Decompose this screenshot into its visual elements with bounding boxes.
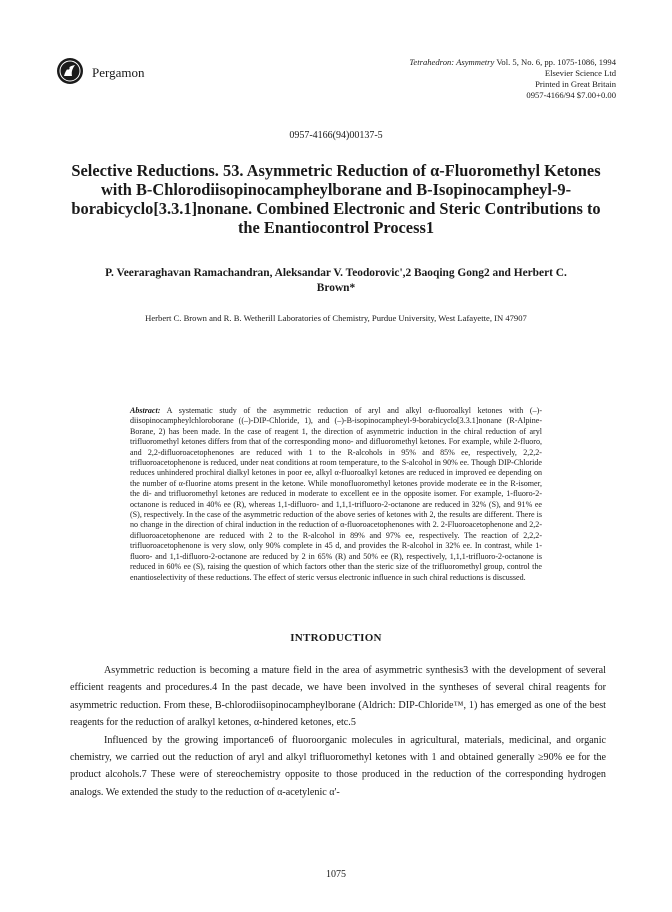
abstract-label: Abstract: [130, 406, 161, 415]
page-number: 1075 [326, 869, 346, 880]
issn-price: 0957-4166/94 $7.00+0.00 [526, 90, 616, 100]
article-identifier: 0957-4166(94)00137-5 [289, 130, 383, 141]
article-title: Selective Reductions. 53. Asymmetric Reduction of α-Fluoromethyl Ketones with B-Chlorodiisopinocampheylborane and B-Isopinocampheyl-9-borabicyclo[3.3.1]nonane. Combined Electronic and Steric Contributions to the Enantiocontrol Process1 [71, 161, 601, 237]
journal-citation: Vol. 5, No. 6, pp. 1075-1086, 1994 [494, 57, 616, 67]
printed-line: Printed in Great Britain [535, 79, 616, 89]
copyright-line: Elsevier Science Ltd [544, 68, 616, 78]
body-text [70, 662, 606, 801]
author-list: P. Veeraraghavan Ramachandran, Aleksandar V. Teodorovic',2 Baoqing Gong2 and Herbert C. Brown* [105, 267, 567, 294]
paragraph: Influenced by the growing importance6 of fluoroorganic molecules in agricultural, materials, medicinal, and organic chemistry, we carried out the reduction of aryl and alkyl trifluoromethyl ketones with 1 and obtained generally ≥90% ee for the product alcohols.7 These were of stereochemistry opposite to those produced in the reduction of the corresponding hydrogen analogs. We extended the study to the reduction of α-acetylenic α'- [70, 734, 606, 798]
section-heading: INTRODUCTION [290, 632, 382, 644]
journal-info [316, 57, 616, 101]
abstract-text: A systematic study of the asymmetric reduction of aryl and alkyl α-fluoroalkyl ketones with (–)-diisopinocampheylchloroborane ((–)-DIP-Chloride, 1), and (–)-B-isopinocampheyl-9-borabicyclo[3.3.1]nonane (R-Alpine-Borane, 2) has been made. In the case of reagent 1, the direction of asymmetric induction in the chiral reduction of aryl trifluoromethyl ketones differs from that of the corresponding mono- and difluoromethyl ketones. For example, while 2-fluoro, and 2,2-difluoroacetophenones are reduced with 1 to the R-alcohols in 95% and 85% ee, respectively, 2,2,2-trifluoroacetophenone is reduced, under neat conditions at room temperature, to the S-alcohol in 90% ee. Though DIP-Chloride reduces unhindered prochiral dialkyl ketones in poor ee, alkyl α-fluoroalkyl ketones are reduced in improved ee depending on the number of α-fluorine atoms present in the ketone. While monofluoromethyl ketones provide moderate ee in the R-isomer, the di- and trifluoromethyl ketones are reduced in moderate to excellent ee in the opposite isomer. For example, 1-fluoro-2-octanone is reduced in 40% ee (R), whereas 1,1-difluoro- and 1,1,1-trifluoro-2-octanone are reduced in 32% (S), and 91% ee (S), respectively. In the case of the asymmetric reduction of the above series of ketones with 2, the results are different. There is no change in the direction of chiral induction in the reduction of α-fluoroacetophenones with 2. 2-Fluoroacetophenone and 2,2-difluoroacetophenone are reduced with 2 to the R-alcohol in 89% and 97% ee, respectively. The reaction of 2,2,2-trifluoroacetophenone is very slow, only 90% complete in 45 d, and provides the R-alcohol in 32% ee. In contrast, while 1-fluoro- and 1,1-difluoro-2-octanone are reduced by 2 in 65% (R) and 50% ee (R), respectively, 1,1,1-trifluoro-2-octanone is reduced in 60% ee (S), raising the question of which factors other than the steric size of the trifluoromethyl group, control the enantioselectivity of these reductions. The effect of steric versus electronic influence in such chiral reductions is discussed. [130, 406, 542, 582]
affiliation: Herbert C. Brown and R. B. Wetherill Laboratories of Chemistry, Purdue University, West Lafayette, IN 47907 [145, 313, 527, 323]
paragraph: Asymmetric reduction is becoming a mature field in the area of asymmetric synthesis3 with the development of several efficient reagents and procedures.4 In the past decade, we have been involved in the syntheses of several chiral reagents for asymmetric reduction. From these, B-chlorodiisopinocampheylborane (Aldrich: DIP-Chloride™, 1) has emerged as one of the best reagents for the reduction of aralkyl ketones, α-hindered ketones, etc.5 [70, 665, 606, 729]
abstract [130, 406, 542, 583]
pergamon-logo-icon [56, 57, 84, 85]
journal-name: Tetrahedron: Asymmetry [409, 57, 495, 67]
publisher-name: Pergamon [92, 65, 145, 80]
